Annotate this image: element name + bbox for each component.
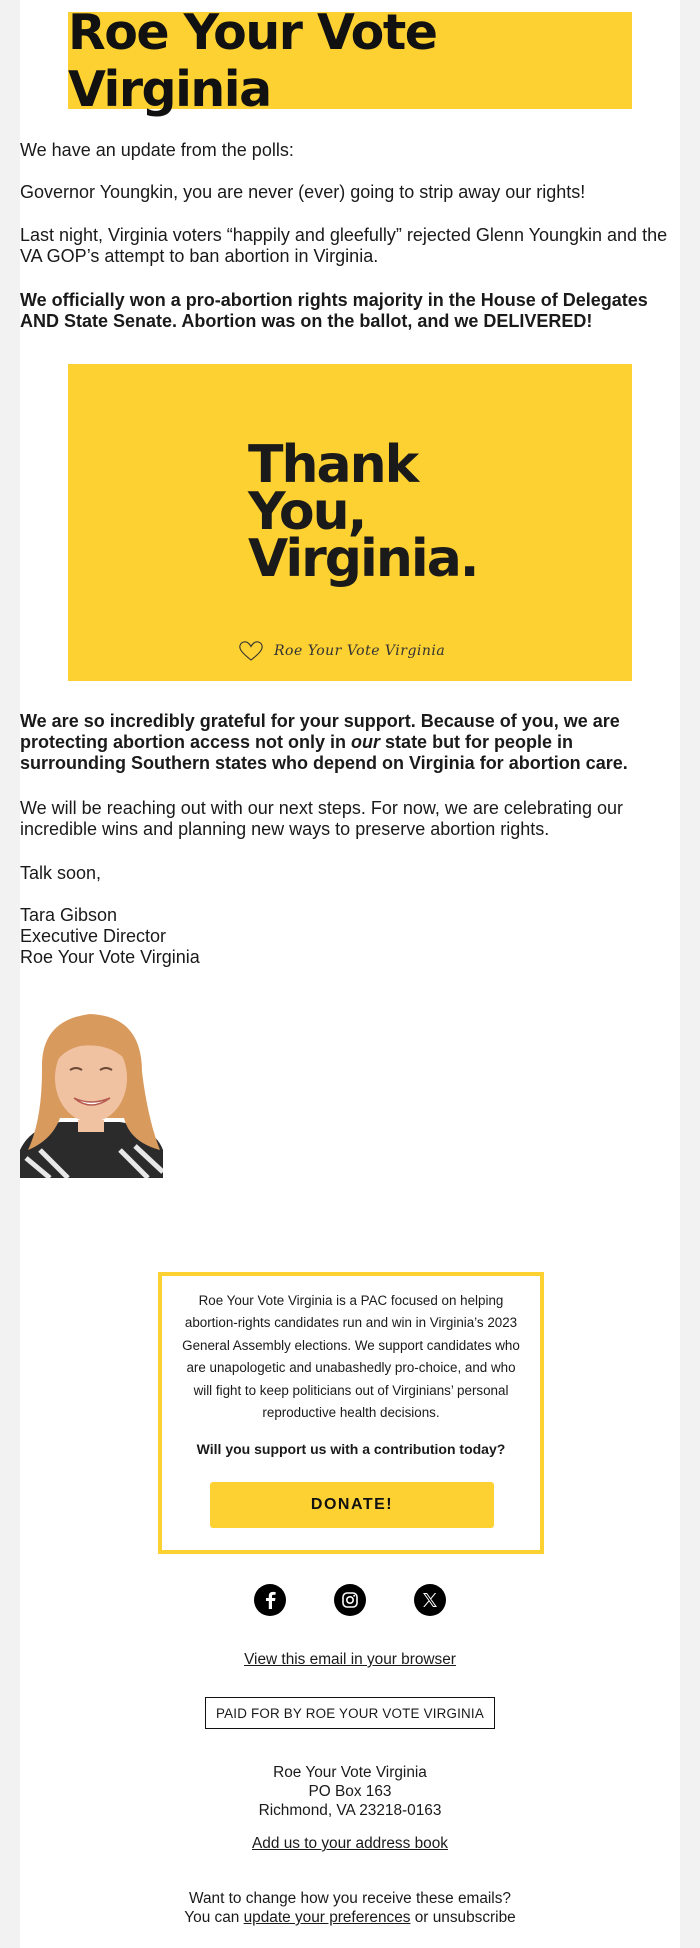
paragraph-grateful [20, 711, 676, 774]
thank-you-text [248, 435, 478, 589]
unsubscribe-text[interactable]: or unsubscribe [410, 1909, 516, 1926]
donate-button[interactable]: DONATE! [210, 1482, 494, 1528]
paragraph-majority-line2: AND State Senate. Abortion was on the ballot, and we DELIVERED! [20, 311, 593, 331]
view-in-browser-link[interactable]: View this email in your browser [244, 1651, 456, 1668]
paragraph-majority [20, 290, 676, 332]
paragraph-grateful-line3: surrounding Southern states who depend on Virginia for abortion care. [20, 753, 628, 773]
paragraph-majority-line1: We officially won a pro-abortion rights majority in the House of Delegates [20, 290, 648, 310]
paragraph-last-night-line2: VA GOP’s attempt to ban abortion in Virginia. [20, 246, 379, 266]
footer-contribution-ask: Will you support us with a contribution today? [196, 1441, 506, 1458]
address-book-link[interactable]: Add us to your address book [252, 1835, 448, 1852]
paragraph-next-steps-line1: We will be reaching out with our next steps. For now, we are celebrating our [20, 798, 623, 818]
paragraph-youngkin: Governor Youngkin, you are never (ever) going to strip away our rights! [20, 182, 586, 202]
paragraph-grateful-line1: We are so incredibly grateful for your support. Because of you, we are [20, 711, 620, 731]
paragraph-next-steps-line2: incredible wins and planning new ways to preserve abortion rights. [20, 819, 550, 839]
mailing-address [20, 1763, 680, 1820]
x-icon[interactable] [414, 1584, 446, 1616]
signature-name: Tara Gibson [20, 905, 118, 925]
address-line-3: Richmond, VA 23218-0163 [258, 1802, 442, 1819]
facebook-icon[interactable] [254, 1584, 286, 1616]
paragraph-last-night [20, 225, 676, 267]
instagram-icon[interactable] [334, 1584, 366, 1616]
update-preferences-link[interactable]: update your preferences [243, 1909, 411, 1926]
thank-you-line-2: You, [248, 482, 366, 542]
email-body [20, 0, 680, 1948]
email-preferences [20, 1889, 680, 1927]
emphasis-our: our [351, 732, 381, 752]
preferences-line [20, 1908, 680, 1927]
header-banner [68, 3, 632, 118]
signoff: Talk soon, [20, 863, 102, 883]
footer-description: Roe Your Vote Virginia is a PAC focused on helping abortion-rights candidates run and win in Virginia’s 2023 General Assembly elections. We support candidates who are unapologetic and unabashedly pro-choice, and who will fight to keep politicians out of Virginians’ personal reproductive health decisions. [182, 1293, 520, 1421]
paragraph-grateful-line2a: protecting abortion access not only in [20, 732, 352, 752]
you-can-text: You can [184, 1909, 244, 1926]
paid-for-disclaimer: PAID FOR BY ROE YOUR VOTE VIRGINIA [205, 1697, 495, 1729]
signature-title: Executive Director [20, 926, 167, 946]
thank-you-line-1: Thank [248, 435, 418, 495]
paragraph-next-steps [20, 798, 676, 840]
paragraph-last-night-line1: Last night, Virginia voters “happily and gleefully” rejected Glenn Youngkin and the [20, 225, 668, 245]
thank-you-line-3: Virginia. [248, 529, 478, 589]
footer-donation-box [158, 1272, 544, 1554]
change-prompt: Want to change how you receive these emails? [189, 1890, 511, 1907]
paragraph-intro: We have an update from the polls: [20, 140, 294, 160]
address-line-2: PO Box 163 [308, 1783, 392, 1800]
paragraph-grateful-line2b: state but for people in [380, 732, 574, 752]
graphic-signature [238, 640, 445, 662]
thank-you-graphic [68, 364, 632, 681]
signature-block [20, 905, 676, 968]
heart-icon [238, 640, 264, 662]
address-line-1: Roe Your Vote Virginia [273, 1764, 427, 1781]
header-title: Roe Your Vote Virginia [68, 3, 437, 118]
signature-org: Roe Your Vote Virginia [20, 947, 200, 967]
author-photo [20, 1000, 163, 1178]
graphic-signature-text: Roe Your Vote Virginia [274, 643, 446, 659]
